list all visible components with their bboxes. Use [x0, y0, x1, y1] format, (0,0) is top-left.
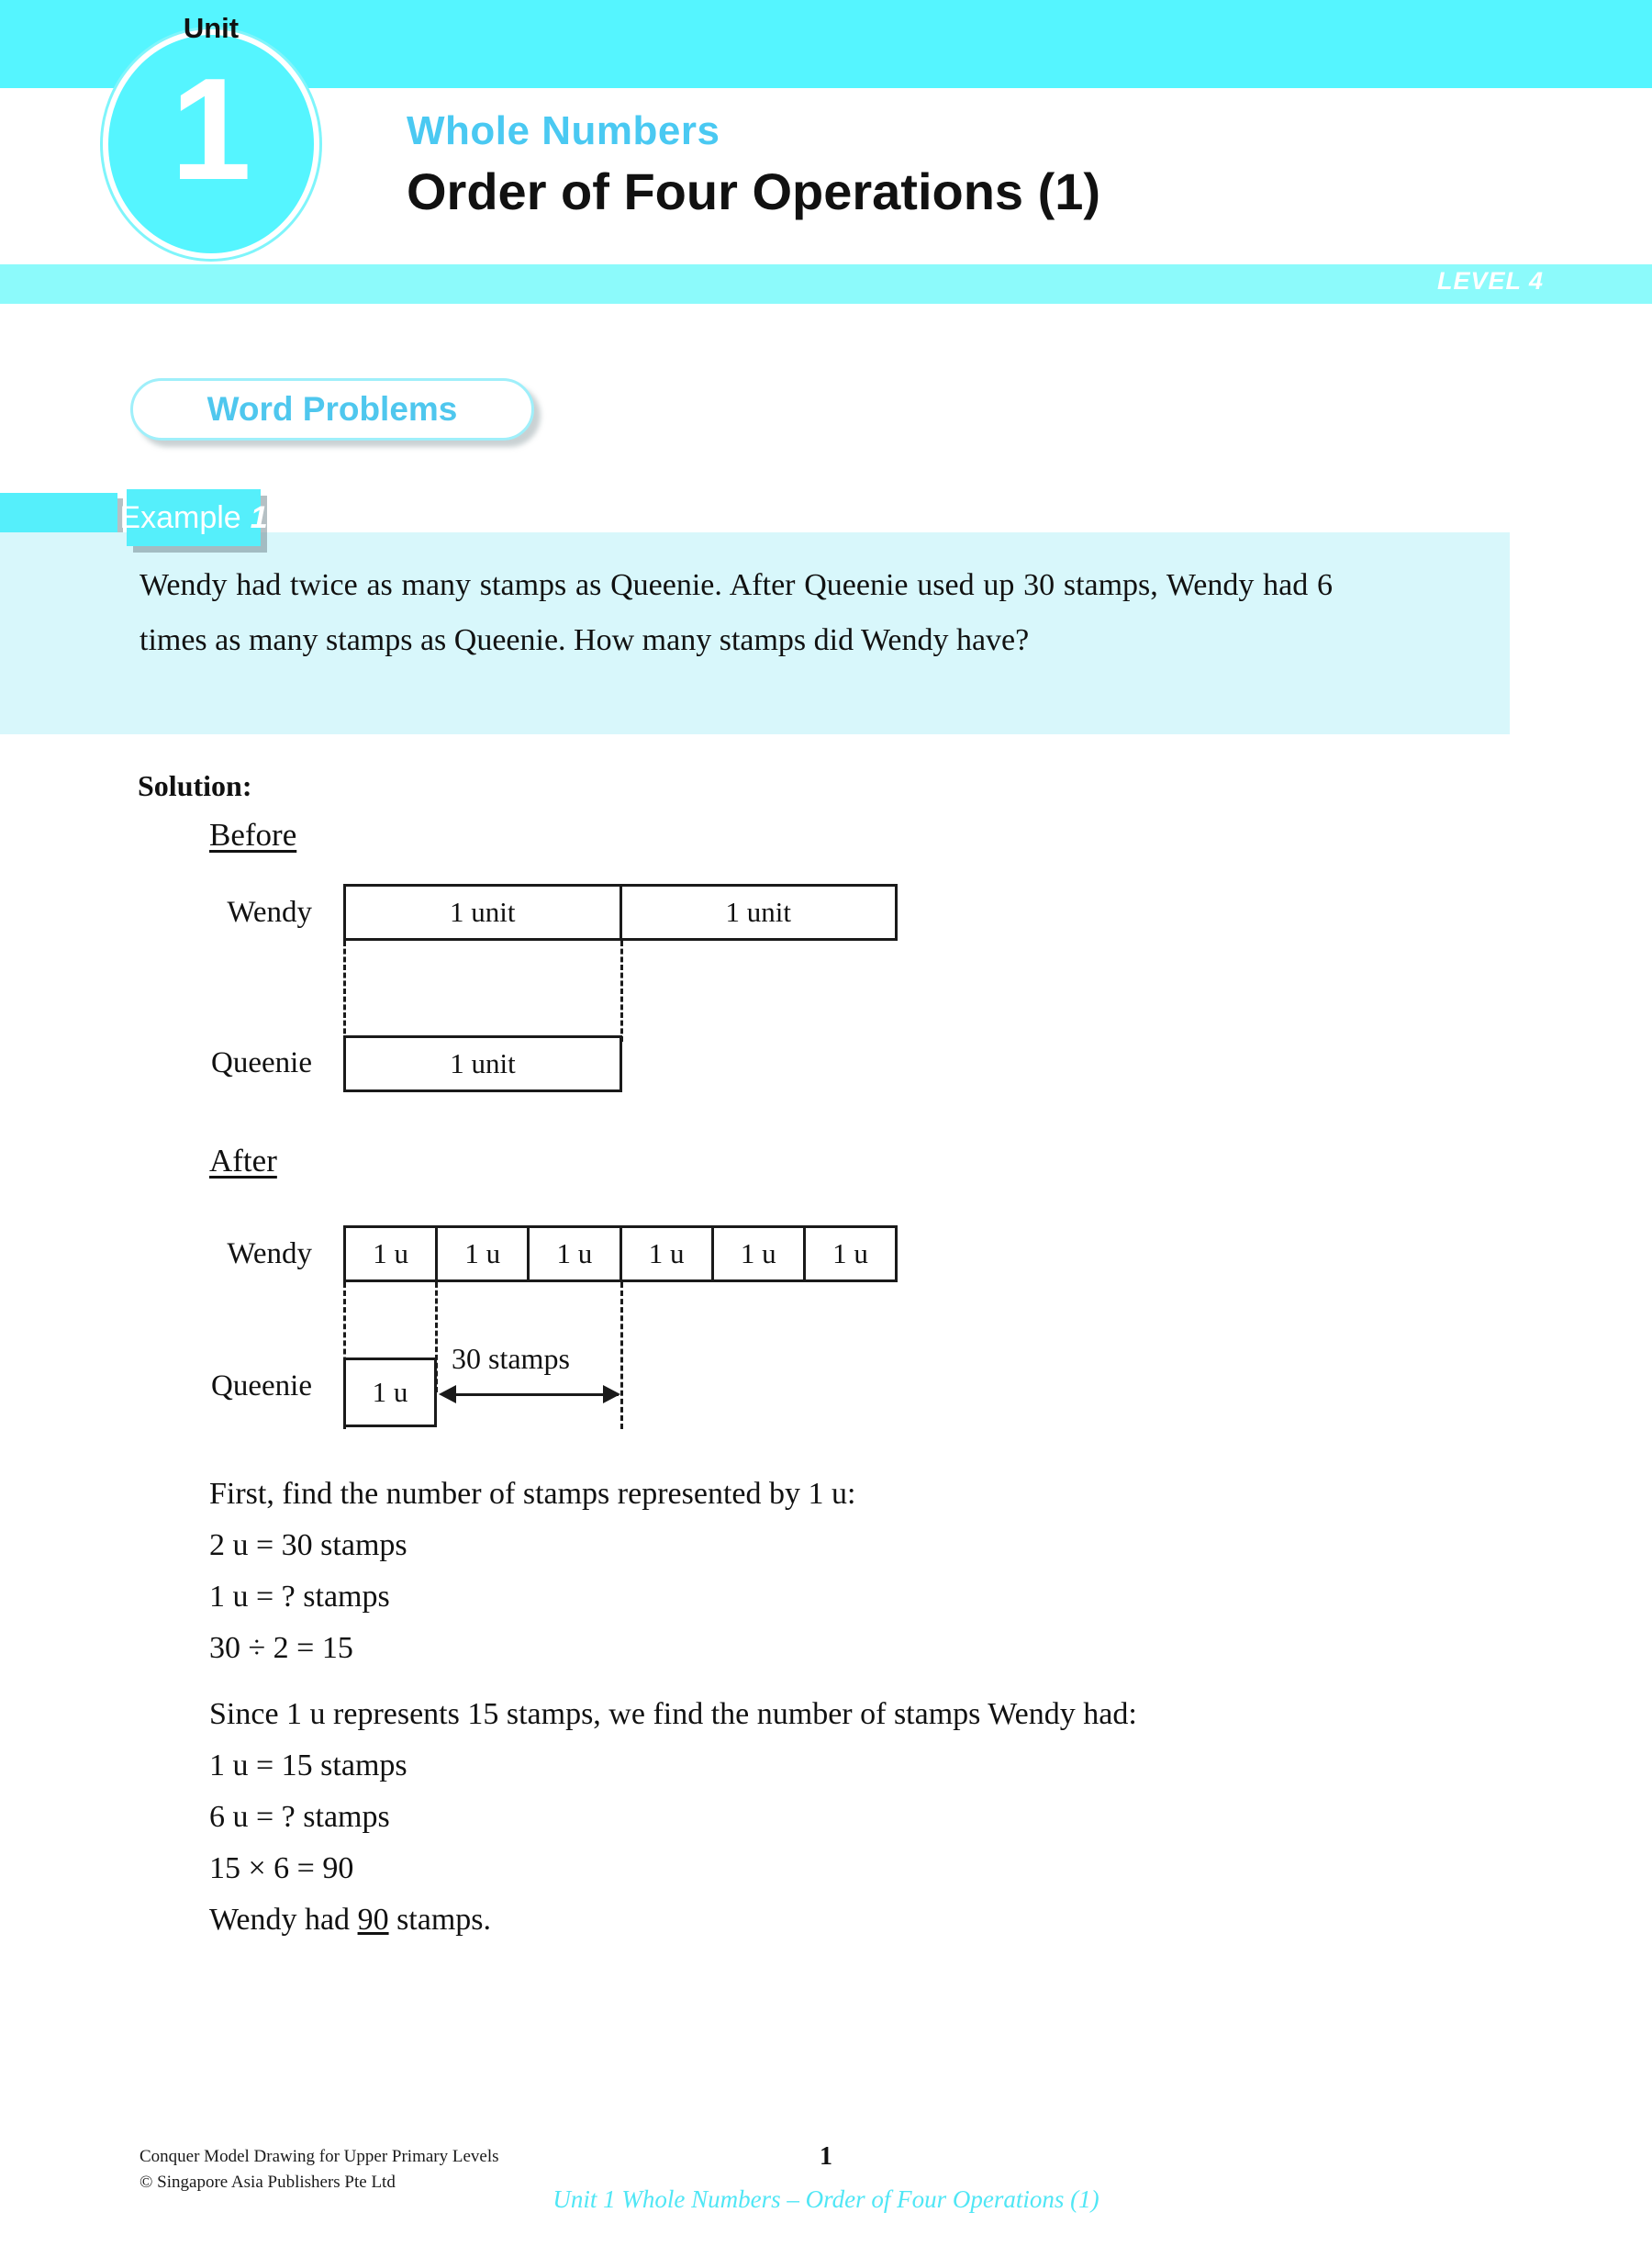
before-wendy-bar	[343, 884, 898, 941]
working-line-8: 15 × 6 = 90	[209, 1851, 354, 1885]
before-queenie-label: Queenie	[211, 1046, 312, 1079]
before-dashed-guide-left	[343, 941, 346, 1042]
answer-suffix: stamps.	[388, 1903, 492, 1937]
bar-segment: 1 unit	[450, 1047, 516, 1079]
footer-book-title: Conquer Model Drawing for Upper Primary Levels	[140, 2147, 499, 2166]
arrow-head-right-icon	[603, 1385, 620, 1403]
example-badge-label: Example	[119, 499, 241, 535]
level-band	[0, 264, 1652, 304]
after-dashed-guide-3	[620, 1282, 623, 1429]
working-line-4: 30 ÷ 2 = 15	[209, 1631, 353, 1665]
example-question-text: Wendy had twice as many stamps as Queenie. After Queenie used up 30 stamps, Wendy had 6 times as many stamps as Queenie. How many stamps did Wendy have?	[140, 568, 1333, 657]
working-line-1: First, find the number of stamps represented by 1 u:	[209, 1477, 856, 1511]
before-queenie-bar	[343, 1035, 622, 1092]
bar-segment: 1 u	[372, 1376, 408, 1408]
working-line-6: 1 u = 15 stamps	[209, 1749, 407, 1782]
before-wendy-label: Wendy	[227, 896, 312, 929]
solution-label: Solution:	[138, 769, 252, 802]
footer-running-title: Unit 1 Whole Numbers – Order of Four Operations (1)	[553, 2185, 1099, 2213]
working-line-2: 2 u = 30 stamps	[209, 1528, 407, 1562]
bar-segment: 1 unit	[725, 896, 791, 928]
unit-word-label: Unit	[183, 12, 240, 44]
bar-segment: 1 u	[832, 1237, 868, 1269]
unit-number: 1	[171, 49, 251, 210]
difference-arrow-line	[442, 1393, 619, 1396]
page-title: Order of Four Operations (1)	[407, 162, 1101, 220]
before-heading: Before	[209, 817, 297, 853]
header-subtitle: Whole Numbers	[407, 108, 720, 153]
example-badge-number: 1	[250, 499, 268, 535]
working-line-5: Since 1 u represents 15 stamps, we find the number of stamps Wendy had:	[209, 1697, 1137, 1731]
page-number: 1	[820, 2142, 832, 2171]
arrow-caption-30-stamps: 30 stamps	[452, 1342, 570, 1375]
after-heading: After	[209, 1143, 277, 1179]
final-answer-line	[209, 1894, 491, 1946]
bar-segment: 1 unit	[346, 887, 622, 938]
arrow-head-left-icon	[439, 1385, 456, 1403]
before-dashed-guide-mid	[620, 941, 623, 1042]
bar-segment: 1 u	[622, 1228, 714, 1279]
bar-segment: 1 u	[714, 1228, 806, 1279]
answer-value: 90	[357, 1903, 389, 1937]
bar-segment: 1 u	[438, 1228, 530, 1279]
word-problems-label: Word Problems	[206, 390, 458, 428]
after-queenie-bar	[343, 1358, 437, 1427]
after-wendy-label: Wendy	[227, 1237, 312, 1270]
working-line-3: 1 u = ? stamps	[209, 1580, 390, 1614]
example-badge-text	[119, 489, 268, 546]
after-wendy-bar	[343, 1225, 898, 1282]
answer-prefix: Wendy had	[209, 1903, 358, 1937]
working-line-7: 6 u = ? stamps	[209, 1800, 390, 1834]
bar-segment: 1 u	[346, 1228, 438, 1279]
footer-copyright: © Singapore Asia Publishers Pte Ltd	[140, 2173, 396, 2192]
bar-segment: 1 u	[530, 1228, 621, 1279]
after-queenie-label: Queenie	[211, 1369, 312, 1402]
level-label: LEVEL 4	[1436, 267, 1544, 295]
